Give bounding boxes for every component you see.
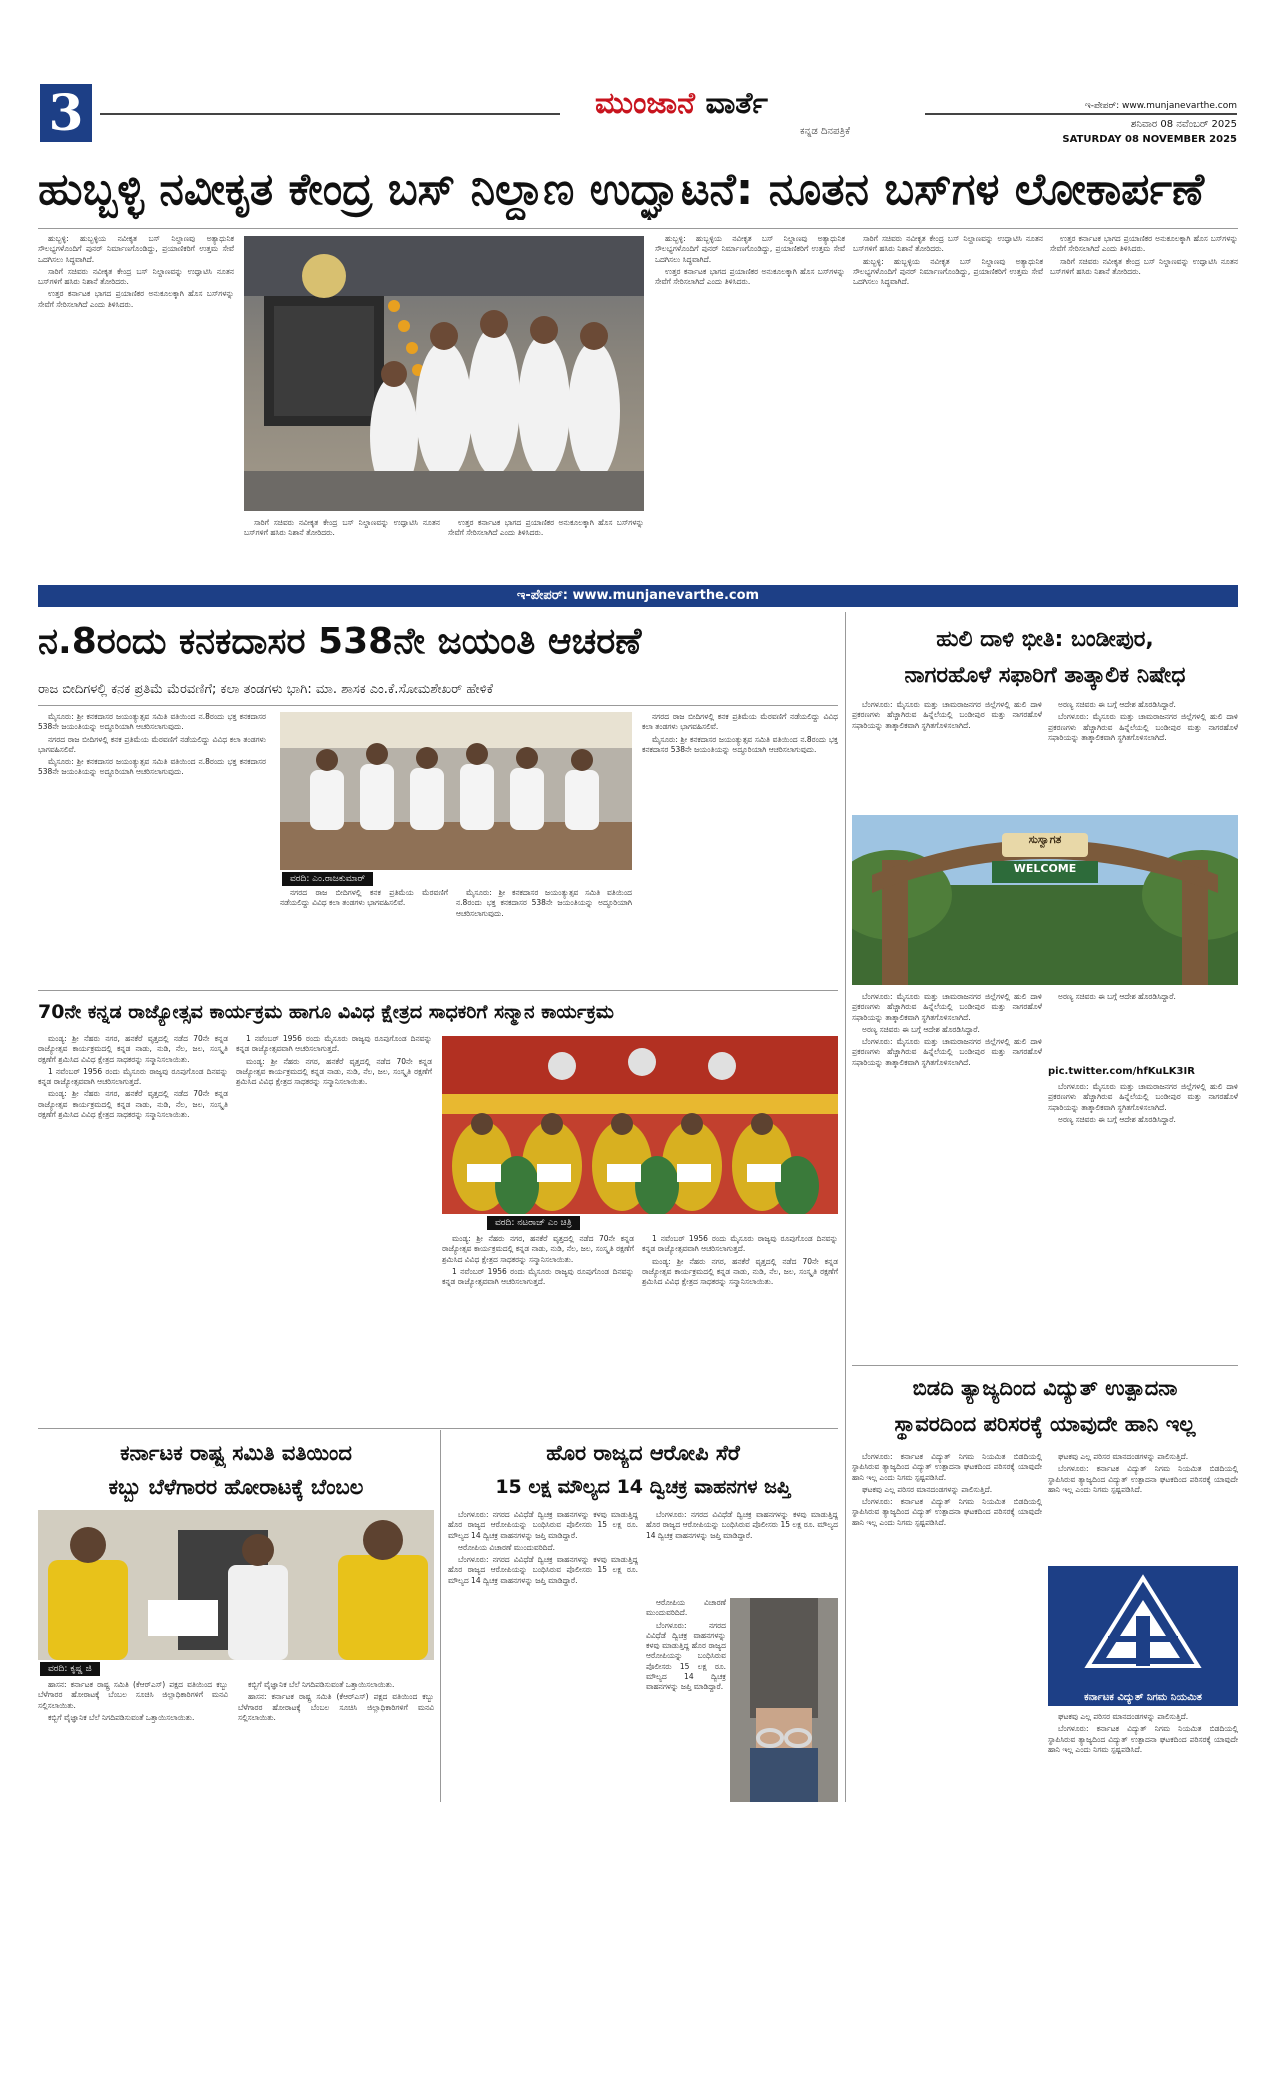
paper-name-black: ವಾರ್ತೆ	[705, 86, 768, 121]
power-headline-line2: ಸ್ಥಾವರದಿಂದ ಪರಿಸರಕ್ಕೆ ಯಾವುದೇ ಹಾನಿ ಇಲ್ಲ	[894, 1412, 1196, 1436]
tiger-para: ಅರಣ್ಯ ಸಚಿವರು ಈ ಬಗ್ಗೆ ಆದೇಶ ಹೊರಡಿಸಿದ್ದಾರೆ.	[1058, 700, 1176, 709]
kanakadasa-para: ಮೈಸೂರು: ಶ್ರೀ ಕನಕದಾಸರ ಜಯಂತ್ಯುತ್ಸವ ಸಮಿತಿ ವತಿಯಿಂದ ನ.8ರಂದು ಭಕ್ತ ಕನಕದಾಸರ 538ನೇ ಜಯಂತಿಯನ್ನು ಅದ್ಧೂರಿಯಾಗಿ ಆಚರಿಸಲಾಗುವುದು.	[38, 712, 266, 732]
power-para: ಘಟಕವು ಎಲ್ಲ ಪರಿಸರ ಮಾನದಂಡಗಳನ್ನು ಪಾಲಿಸುತ್ತಿದೆ.	[1058, 1712, 1189, 1721]
rajyotsava-para: ಮಂಡ್ಯ: ಶ್ರೀ ನೆಹರು ನಗರ, ಹನಕೆರೆ ವೃತ್ತದಲ್ಲಿ ನಡೆದ 70ನೇ ಕನ್ನಡ ರಾಜ್ಯೋತ್ಸವ ಕಾರ್ಯಕ್ರಮದಲ್ಲಿ ಕನ್ನಡ ನಾಡು, ನುಡಿ, ನೆಲ, ಜಲ, ಸಂಸ್ಕೃತಿ ರಕ್ಷಣೆಗೆ ಶ್ರಮಿಸಿದ ವಿವಿಧ ಕ್ಷೇತ್ರದ ಸಾಧಕರನ್ನು ಸನ್ಮಾನಿಸಲಾಯಿತು.	[642, 1256, 838, 1287]
rajyotsava-para: 1 ನವೆಂಬರ್ 1956 ರಂದು ಮೈಸೂರು ರಾಜ್ಯವು ರೂಪುಗೊಂಡ ದಿನವನ್ನು ಕನ್ನಡ ರಾಜ್ಯೋತ್ಸವವಾಗಿ ಆಚರಿಸಲಾಗುತ್ತದೆ.	[442, 1266, 634, 1287]
sugarcane-column-1	[38, 1680, 228, 1802]
masthead-edition: ಇ-ಪೇಪರ್: www.munjanevarthe.com	[1084, 101, 1237, 111]
kanakadasa-para: ಮೈಸೂರು: ಶ್ರೀ ಕನಕದಾಸರ ಜಯಂತ್ಯುತ್ಸವ ಸಮಿತಿ ವತಿಯಿಂದ ನ.8ರಂದು ಭಕ್ತ ಕನಕದಾಸರ 538ನೇ ಜಯಂತಿಯನ್ನು ಅದ್ಧೂರಿಯಾಗಿ ಆಚರಿಸಲಾಗುವುದು.	[456, 888, 632, 918]
power-para: ಬೆಂಗಳೂರು: ಕರ್ನಾಟಕ ವಿದ್ಯುತ್ ನಿಗಮ ನಿಯಮಿತ ಬಿಡದಿಯಲ್ಲಿ ಸ್ಥಾಪಿಸಿರುವ ತ್ಯಾಜ್ಯದಿಂದ ವಿದ್ಯುತ್ ಉತ್ಪಾದನಾ ಘಟಕದಿಂದ ಪರಿಸರಕ್ಕೆ ಯಾವುದೇ ಹಾನಿ ಇಲ್ಲ ಎಂದು ನಿಗಮ ಸ್ಪಷ್ಟಪಡಿಸಿದೆ.	[852, 1452, 1042, 1482]
bus-stand-para: ಸಾರಿಗೆ ಸಚಿವರು ನವೀಕೃತ ಕೇಂದ್ರ ಬಸ್ ನಿಲ್ದಾಣವನ್ನು ಉದ್ಘಾಟಿಸಿ ನೂತನ ಬಸ್‌ಗಳಿಗೆ ಹಸಿರು ನಿಶಾನೆ ತೋರಿದರು.	[853, 234, 1043, 254]
bus-stand-para: ಸಾರಿಗೆ ಸಚಿವರು ನವೀಕೃತ ಕೇಂದ್ರ ಬಸ್ ನಿಲ್ದಾಣವನ್ನು ಉದ್ಘಾಟಿಸಿ ನೂತನ ಬಸ್‌ಗಳಿಗೆ ಹಸಿರು ನಿಶಾನೆ ತೋರಿದರು.	[244, 518, 440, 538]
kanakadasa-column-2	[280, 888, 448, 983]
bus-stand-para: ಉತ್ತರ ಕರ್ನಾಟಕ ಭಾಗದ ಪ್ರಯಾಣಿಕರ ಅನುಕೂಲಕ್ಕಾಗಿ ಹೊಸ ಬಸ್‌ಗಳನ್ನು ಸೇವೆಗೆ ಸೇರಿಸಲಾಗಿದೆ ಎಂದು ತಿಳಿಸಿದರು.	[655, 266, 845, 287]
rajyotsava-column-4	[642, 1234, 838, 1419]
power-headline-line1: ಬಿಡದಿ ತ್ಯಾಜ್ಯದಿಂದ ವಿದ್ಯುತ್ ಉತ್ಪಾದನಾ	[912, 1376, 1178, 1400]
sugarcane-para: ಕಬ್ಬಿಗೆ ವೈಜ್ಞಾನಿಕ ಬೆಲೆ ನಿಗದಿಪಡಿಸುವಂತೆ ಒತ್ತಾಯಿಸಲಾಯಿತು.	[248, 1680, 395, 1689]
kanakadasa-para: ಮೈಸೂರು: ಶ್ರೀ ಕನಕದಾಸರ ಜಯಂತ್ಯುತ್ಸವ ಸಮಿತಿ ವತಿಯಿಂದ ನ.8ರಂದು ಭಕ್ತ ಕನಕದಾಸರ 538ನೇ ಜಯಂತಿಯನ್ನು ಅದ್ಧೂರಿಯಾಗಿ ಆಚರಿಸಲಾಗುವುದು.	[642, 734, 838, 754]
power-para: ಘಟಕವು ಎಲ್ಲ ಪರಿಸರ ಮಾನದಂಡಗಳನ್ನು ಪಾಲಿಸುತ್ತಿದೆ.	[862, 1484, 993, 1494]
kanakadasa-caption: ವರದಿ: ಎಂ.ರಾಜಕುಮಾರ್	[282, 872, 373, 886]
rajyotsava-column-3	[442, 1234, 634, 1419]
power-column-3	[1048, 1712, 1238, 1812]
vehicles-para: ಬೆಂಗಳೂರು: ನಗರದ ವಿವಿಧೆಡೆ ದ್ವಿಚಕ್ರ ವಾಹನಗಳನ್ನು ಕಳವು ಮಾಡುತ್ತಿದ್ದ ಹೊರ ರಾಜ್ಯದ ಆರೋಪಿಯನ್ನು ಬಂಧಿಸಿರುವ ಪೊಲೀಸರು 15 ಲಕ್ಷ ರೂ. ಮೌಲ್ಯದ 14 ದ್ವಿಚಕ್ರ ವಾಹನಗಳನ್ನು ಜಪ್ತಿ ಮಾಡಿದ್ದಾರೆ.	[448, 1555, 638, 1585]
bus-stand-column-6	[1050, 234, 1238, 579]
bus-stand-para: ಹುಬ್ಬಳ್ಳಿ: ಹುಬ್ಬಳ್ಳಿಯ ನವೀಕೃತ ಬಸ್ ನಿಲ್ದಾಣವು ಅತ್ಯಾಧುನಿಕ ಸೌಲಭ್ಯಗಳೊಂದಿಗೆ ಪುನರ್ ನಿರ್ಮಾಣಗೊಂಡಿದ್ದು, ಪ್ರಯಾಣಿಕರಿಗೆ ಉತ್ತಮ ಸೇವೆ ಒದಗಿಸಲು ಸಿದ್ಧವಾಗಿದೆ.	[853, 256, 1043, 287]
epaper-banner: ಇ-ಪೇಪರ್: www.munjanevarthe.com	[38, 585, 1238, 607]
tiger-para: ಬೆಂಗಳೂರು: ಮೈಸೂರು ಮತ್ತು ಚಾಮರಾಜನಗರ ಜಿಲ್ಲೆಗಳಲ್ಲಿ ಹುಲಿ ದಾಳಿ ಪ್ರಕರಣಗಳು ಹೆಚ್ಚಾಗಿರುವ ಹಿನ್ನೆಲೆಯಲ್ಲಿ ಬಂಡೀಪುರ ಮತ್ತು ನಾಗರಹೊಳೆ ಸಫಾರಿಯನ್ನು ತಾತ್ಕಾಲಿಕವಾಗಿ ಸ್ಥಗಿತಗೊಳಿಸಲಾಗಿದೆ.	[852, 1037, 1042, 1067]
vehicles-column-2	[646, 1510, 838, 1594]
kanakadasa-para: ನಗರದ ರಾಜ ಬೀದಿಗಳಲ್ಲಿ ಕನಕ ಪ್ರತಿಮೆಯ ಮೆರವಣಿಗೆ ನಡೆಯಲಿದ್ದು ವಿವಿಧ ಕಲಾ ತಂಡಗಳು ಭಾಗವಹಿಸಲಿವೆ.	[280, 888, 448, 908]
bus-stand-para: ಹುಬ್ಬಳ್ಳಿ: ಹುಬ್ಬಳ್ಳಿಯ ನವೀಕೃತ ಬಸ್ ನಿಲ್ದಾಣವು ಅತ್ಯಾಧುನಿಕ ಸೌಲಭ್ಯಗಳೊಂದಿಗೆ ಪುನರ್ ನಿರ್ಮಾಣಗೊಂಡಿದ್ದು, ಪ್ರಯಾಣಿಕರಿಗೆ ಉತ್ತಮ ಸೇವೆ ಒದಗಿಸಲು ಸಿದ್ಧವಾಗಿದೆ.	[38, 234, 234, 264]
kanakadasa-photo-art	[280, 712, 632, 870]
tiger-link[interactable]: pic.twitter.com/hfKuLK3IR	[1048, 1066, 1195, 1077]
vehicles-para: ಬೆಂಗಳೂರು: ನಗರದ ವಿವಿಧೆಡೆ ದ್ವಿಚಕ್ರ ವಾಹನಗಳನ್ನು ಕಳವು ಮಾಡುತ್ತಿದ್ದ ಹೊರ ರಾಜ್ಯದ ಆರೋಪಿಯನ್ನು ಬಂಧಿಸಿರುವ ಪೊಲೀಸರು 15 ಲಕ್ಷ ರೂ. ಮೌಲ್ಯದ 14 ದ್ವಿಚಕ್ರ ವಾಹನಗಳನ್ನು ಜಪ್ತಿ ಮಾಡಿದ್ದಾರೆ.	[646, 1620, 726, 1692]
tiger-column-3	[852, 992, 1042, 1357]
page-number-box: 3	[40, 84, 92, 142]
rule	[852, 1365, 1238, 1366]
column-divider	[440, 1430, 441, 1802]
kanakadasa-para: ಮೈಸೂರು: ಶ್ರೀ ಕನಕದಾಸರ ಜಯಂತ್ಯುತ್ಸವ ಸಮಿತಿ ವತಿಯಿಂದ ನ.8ರಂದು ಭಕ್ತ ಕನಕದಾಸರ 538ನೇ ಜಯಂತಿಯನ್ನು ಅದ್ಧೂರಿಯಾಗಿ ಆಚರಿಸಲಾಗುವುದು.	[38, 757, 266, 777]
masthead-date-kannada: ಶನಿವಾರ 08 ನವೆಂಬರ್ 2025	[1130, 119, 1237, 130]
bus-stand-column-2	[244, 518, 440, 580]
tiger-para: ಬೆಂಗಳೂರು: ಮೈಸೂರು ಮತ್ತು ಚಾಮರಾಜನಗರ ಜಿಲ್ಲೆಗಳಲ್ಲಿ ಹುಲಿ ದಾಳಿ ಪ್ರಕರಣಗಳು ಹೆಚ್ಚಾಗಿರುವ ಹಿನ್ನೆಲೆಯಲ್ಲಿ ಬಂಡೀಪುರ ಮತ್ತು ನಾಗರಹೊಳೆ ಸಫಾರಿಯನ್ನು ತಾತ್ಕಾಲಿಕವಾಗಿ ಸ್ಥಗಿತಗೊಳಿಸಲಾಗಿದೆ.	[852, 700, 1042, 730]
kanakadasa-column-3	[456, 888, 632, 983]
rule	[38, 228, 1238, 229]
bus-stand-para: ಸಾರಿಗೆ ಸಚಿವರು ನವೀಕೃತ ಕೇಂದ್ರ ಬಸ್ ನಿಲ್ದಾಣವನ್ನು ಉದ್ಘಾಟಿಸಿ ನೂತನ ಬಸ್‌ಗಳಿಗೆ ಹಸಿರು ನಿಶಾನೆ ತೋರಿದರು.	[1050, 256, 1238, 276]
tiger-para: ಅರಣ್ಯ ಸಚಿವರು ಈ ಬಗ್ಗೆ ಆದೇಶ ಹೊರಡಿಸಿದ್ದಾರೆ.	[1058, 1114, 1176, 1124]
vehicles-column-3	[646, 1598, 726, 1802]
vehicles-photo	[730, 1598, 838, 1802]
paper-name-red: ಮುಂಜಾನೆ	[595, 86, 695, 121]
handcuffs-photo-art	[730, 1598, 838, 1802]
sugarcane-caption: ವರದಿ: ಕೃಷ್ಣ ಜಿ	[40, 1662, 100, 1676]
bus-stand-para: ಉತ್ತರ ಕರ್ನಾಟಕ ಭಾಗದ ಪ್ರಯಾಣಿಕರ ಅನುಕೂಲಕ್ಕಾಗಿ ಹೊಸ ಬಸ್‌ಗಳನ್ನು ಸೇವೆಗೆ ಸೇರಿಸಲಾಗಿದೆ ಎಂದು ತಿಳಿಸಿದರು.	[38, 289, 234, 309]
tiger-para: ಬೆಂಗಳೂರು: ಮೈಸೂರು ಮತ್ತು ಚಾಮರಾಜನಗರ ಜಿಲ್ಲೆಗಳಲ್ಲಿ ಹುಲಿ ದಾಳಿ ಪ್ರಕರಣಗಳು ಹೆಚ್ಚಾಗಿರುವ ಹಿನ್ನೆಲೆಯಲ್ಲಿ ಬಂಡೀಪುರ ಮತ್ತು ನಾಗರಹೊಳೆ ಸಫಾರಿಯನ್ನು ತಾತ್ಕಾಲಿಕವಾಗಿ ಸ್ಥಗಿತಗೊಳಿಸಲಾಗಿದೆ.	[852, 992, 1042, 1022]
sugarcane-headline-line2: ಕಬ್ಬು ಬೆಳೆಗಾರರ ಹೋರಾಟಕ್ಕೆ ಬೆಂಬಲ	[108, 1475, 364, 1499]
bus-stand-column-4	[655, 234, 845, 579]
kanakadasa-subhead: ರಾಜ ಬೀದಿಗಳಲ್ಲಿ ಕನಕ ಪ್ರತಿಮೆ ಮೆರವಣಿಗೆ; ಕಲಾ ತಂಡಗಳು ಭಾಗಿ: ಮಾ. ಶಾಸಕ ಎಂ.ಕೆ.ಸೋಮಶೇಖರ್ ಹೇಳಿಕೆ	[38, 682, 494, 697]
masthead-rule-left	[100, 113, 560, 115]
safari-gate-sign: ಸುಸ್ವಾಗತ	[1028, 833, 1062, 846]
kanakadasa-column-1	[38, 712, 266, 982]
rajyotsava-headline: 70ನೇ ಕನ್ನಡ ರಾಜ್ಯೋತ್ಸವ ಕಾರ್ಯಕ್ರಮ ಹಾಗೂ ವಿವಿಧ ಕ್ಷೇತ್ರದ ಸಾಧಕರಿಗೆ ಸನ್ಮಾನ ಕಾರ್ಯಕ್ರಮ	[38, 1001, 615, 1023]
rajyotsava-para: ಮಂಡ್ಯ: ಶ್ರೀ ನೆಹರು ನಗರ, ಹನಕೆರೆ ವೃತ್ತದಲ್ಲಿ ನಡೆದ 70ನೇ ಕನ್ನಡ ರಾಜ್ಯೋತ್ಸವ ಕಾರ್ಯಕ್ರಮದಲ್ಲಿ ಕನ್ನಡ ನಾಡು, ನುಡಿ, ನೆಲ, ಜಲ, ಸಂಸ್ಕೃತಿ ರಕ್ಷಣೆಗೆ ಶ್ರಮಿಸಿದ ವಿವಿಧ ಕ್ಷೇತ್ರದ ಸಾಧಕರನ್ನು ಸನ್ಮಾನಿಸಲಾಯಿತು.	[38, 1089, 228, 1120]
tiger-column-4	[1048, 992, 1238, 1064]
masthead-rule-right	[925, 113, 1237, 115]
bus-stand-headline: ಹುಬ್ಬಳ್ಳಿ ನವೀಕೃತ ಕೇಂದ್ರ ಬಸ್ ನಿಲ್ದಾಣ ಉದ್ಘಾಟನೆ: ನೂತನ ಬಸ್‌ಗಳ ಲೋಕಾರ್ಪಣೆ	[38, 164, 1205, 215]
tiger-para: ಅರಣ್ಯ ಸಚಿವರು ಈ ಬಗ್ಗೆ ಆದೇಶ ಹೊರಡಿಸಿದ್ದಾರೆ.	[1058, 992, 1176, 1001]
sugarcane-para: ಹಾಸನ: ಕರ್ನಾಟಕ ರಾಷ್ಟ್ರ ಸಮಿತಿ (ಕೆಆರ್‌ಎಸ್) ಪಕ್ಷದ ವತಿಯಿಂದ ಕಬ್ಬು ಬೆಳೆಗಾರರ ಹೋರಾಟಕ್ಕೆ ಬೆಂಬಲ ಸೂಚಿಸಿ ಜಿಲ್ಲಾಧಿಕಾರಿಗಳಿಗೆ ಮನವಿ ಸಲ್ಲಿಸಲಾಯಿತು.	[238, 1692, 434, 1722]
kpcl-logo-icon	[1048, 1566, 1238, 1706]
bus-stand-column-1	[38, 234, 234, 579]
kanakadasa-photo	[280, 712, 632, 870]
tiger-para: ಬೆಂಗಳೂರು: ಮೈಸೂರು ಮತ್ತು ಚಾಮರಾಜನಗರ ಜಿಲ್ಲೆಗಳಲ್ಲಿ ಹುಲಿ ದಾಳಿ ಪ್ರಕರಣಗಳು ಹೆಚ್ಚಾಗಿರುವ ಹಿನ್ನೆಲೆಯಲ್ಲಿ ಬಂಡೀಪುರ ಮತ್ತು ನಾಗರಹೊಳೆ ಸಫಾರಿಯನ್ನು ತಾತ್ಕಾಲಿಕವಾಗಿ ಸ್ಥಗಿತಗೊಳಿಸಲಾಗಿದೆ.	[1048, 712, 1238, 742]
tiger-para: ಅರಣ್ಯ ಸಚಿವರು ಈ ಬಗ್ಗೆ ಆದೇಶ ಹೊರಡಿಸಿದ್ದಾರೆ.	[862, 1024, 980, 1034]
bus-stand-column-5	[853, 234, 1043, 579]
tiger-headline-line1: ಹುಲಿ ದಾಳಿ ಭೀತಿ: ಬಂಡೀಪುರ,	[936, 627, 1154, 652]
kanakadasa-para: ನಗರದ ರಾಜ ಬೀದಿಗಳಲ್ಲಿ ಕನಕ ಪ್ರತಿಮೆಯ ಮೆರವಣಿಗೆ ನಡೆಯಲಿದ್ದು ವಿವಿಧ ಕಲಾ ತಂಡಗಳು ಭಾಗವಹಿಸಲಿವೆ.	[642, 712, 838, 732]
rajyotsava-column-1	[38, 1034, 228, 1419]
paper-tagline: ಕನ್ನಡ ದಿನಪತ್ರಿಕೆ	[800, 126, 851, 137]
kanakadasa-headline: ನ.8ರಂದು ಕನಕದಾಸರ 538ನೇ ಜಯಂತಿ ಆಚರಣೆ	[38, 621, 642, 662]
power-para: ಬೆಂಗಳೂರು: ಕರ್ನಾಟಕ ವಿದ್ಯುತ್ ನಿಗಮ ನಿಯಮಿತ ಬಿಡದಿಯಲ್ಲಿ ಸ್ಥಾಪಿಸಿರುವ ತ್ಯಾಜ್ಯದಿಂದ ವಿದ್ಯುತ್ ಉತ್ಪಾದನಾ ಘಟಕದಿಂದ ಪರಿಸರಕ್ಕೆ ಯಾವುದೇ ಹಾನಿ ಇಲ್ಲ ಎಂದು ನಿಗಮ ಸ್ಪಷ್ಟಪಡಿಸಿದೆ.	[1048, 1464, 1238, 1494]
bus-stand-para: ಹುಬ್ಬಳ್ಳಿ: ಹುಬ್ಬಳ್ಳಿಯ ನವೀಕೃತ ಬಸ್ ನಿಲ್ದಾಣವು ಅತ್ಯಾಧುನಿಕ ಸೌಲಭ್ಯಗಳೊಂದಿಗೆ ಪುನರ್ ನಿರ್ಮಾಣಗೊಂಡಿದ್ದು, ಪ್ರಯಾಣಿಕರಿಗೆ ಉತ್ತಮ ಸೇವೆ ಒದಗಿಸಲು ಸಿದ್ಧವಾಗಿದೆ.	[655, 234, 845, 264]
vehicles-para: ಆರೋಪಿಯ ವಿಚಾರಣೆ ಮುಂದುವರಿದಿದೆ.	[646, 1598, 726, 1618]
power-column-1	[852, 1452, 1042, 1812]
tiger-para: ಬೆಂಗಳೂರು: ಮೈಸೂರು ಮತ್ತು ಚಾಮರಾಜನಗರ ಜಿಲ್ಲೆಗಳಲ್ಲಿ ಹುಲಿ ದಾಳಿ ಪ್ರಕರಣಗಳು ಹೆಚ್ಚಾಗಿರುವ ಹಿನ್ನೆಲೆಯಲ್ಲಿ ಬಂಡೀಪುರ ಮತ್ತು ನಾಗರಹೊಳೆ ಸಫಾರಿಯನ್ನು ತಾತ್ಕಾಲಿಕವಾಗಿ ಸ್ಥಗಿತಗೊಳಿಸಲಾಗಿದೆ.	[1048, 1082, 1238, 1112]
power-logo	[1048, 1566, 1238, 1706]
rajyotsava-photo	[442, 1036, 838, 1214]
paper-logo	[595, 86, 768, 126]
bus-stand-column-3	[448, 518, 644, 580]
tiger-column-5	[1048, 1082, 1238, 1357]
vehicles-headline-line1: ಹೊರ ರಾಜ್ಯದ ಆರೋಪಿ ಸೆರೆ	[546, 1441, 740, 1465]
sugarcane-photo-art	[38, 1510, 434, 1660]
vehicles-headline-line2: 15 ಲಕ್ಷ ಮೌಲ್ಯದ 14 ದ್ವಿಚಕ್ರ ವಾಹನಗಳ ಜಪ್ತಿ	[495, 1476, 791, 1498]
vehicles-para: ಬೆಂಗಳೂರು: ನಗರದ ವಿವಿಧೆಡೆ ದ್ವಿಚಕ್ರ ವಾಹನಗಳನ್ನು ಕಳವು ಮಾಡುತ್ತಿದ್ದ ಹೊರ ರಾಜ್ಯದ ಆರೋಪಿಯನ್ನು ಬಂಧಿಸಿರುವ ಪೊಲೀಸರು 15 ಲಕ್ಷ ರೂ. ಮೌಲ್ಯದ 14 ದ್ವಿಚಕ್ರ ವಾಹನಗಳನ್ನು ಜಪ್ತಿ ಮಾಡಿದ್ದಾರೆ.	[448, 1510, 638, 1540]
power-column-2	[1048, 1452, 1238, 1562]
tiger-headline-line2: ನಾಗರಹೊಳೆ ಸಫಾರಿಗೆ ತಾತ್ಕಾಲಿಕ ನಿಷೇಧ	[904, 663, 1186, 688]
rajyotsava-para: ಮಂಡ್ಯ: ಶ್ರೀ ನೆಹರು ನಗರ, ಹನಕೆರೆ ವೃತ್ತದಲ್ಲಿ ನಡೆದ 70ನೇ ಕನ್ನಡ ರಾಜ್ಯೋತ್ಸವ ಕಾರ್ಯಕ್ರಮದಲ್ಲಿ ಕನ್ನಡ ನಾಡು, ನುಡಿ, ನೆಲ, ಜಲ, ಸಂಸ್ಕೃತಿ ರಕ್ಷಣೆಗೆ ಶ್ರಮಿಸಿದ ವಿವಿಧ ಕ್ಷೇತ್ರದ ಸಾಧಕರನ್ನು ಸನ್ಮಾನಿಸಲಾಯಿತು.	[236, 1056, 432, 1087]
power-para: ಘಟಕವು ಎಲ್ಲ ಪರಿಸರ ಮಾನದಂಡಗಳನ್ನು ಪಾಲಿಸುತ್ತಿದೆ.	[1058, 1452, 1189, 1461]
bus-stand-para: ಸಾರಿಗೆ ಸಚಿವರು ನವೀಕೃತ ಕೇಂದ್ರ ಬಸ್ ನಿಲ್ದಾಣವನ್ನು ಉದ್ಘಾಟಿಸಿ ನೂತನ ಬಸ್‌ಗಳಿಗೆ ಹಸಿರು ನಿಶಾನೆ ತೋರಿದರು.	[38, 266, 234, 287]
vehicles-para: ಆರೋಪಿಯ ವಿಚಾರಣೆ ಮುಂದುವರಿದಿದೆ.	[458, 1542, 556, 1552]
sugarcane-headline-line1: ಕರ್ನಾಟಕ ರಾಷ್ಟ್ರ ಸಮಿತಿ ವತಿಯಿಂದ	[120, 1441, 352, 1465]
safari-gate-welcome: WELCOME	[1013, 862, 1077, 875]
rajyotsava-caption: ವರದಿ: ನಟರಾಜ್ ಎಂ ಚಿತ್ರಿ	[487, 1216, 580, 1230]
bus-stand-para: ಉತ್ತರ ಕರ್ನಾಟಕ ಭಾಗದ ಪ್ರಯಾಣಿಕರ ಅನುಕೂಲಕ್ಕಾಗಿ ಹೊಸ ಬಸ್‌ಗಳನ್ನು ಸೇವೆಗೆ ಸೇರಿಸಲಾಗಿದೆ ಎಂದು ತಿಳಿಸಿದರು.	[1050, 234, 1238, 254]
rule	[38, 990, 838, 991]
sugarcane-column-2	[238, 1680, 434, 1802]
sugarcane-para: ಕಬ್ಬಿಗೆ ವೈಜ್ಞಾನಿಕ ಬೆಲೆ ನಿಗದಿಪಡಿಸುವಂತೆ ಒತ್ತಾಯಿಸಲಾಯಿತು.	[48, 1712, 195, 1722]
sugarcane-para: ಹಾಸನ: ಕರ್ನಾಟಕ ರಾಷ್ಟ್ರ ಸಮಿತಿ (ಕೆಆರ್‌ಎಸ್) ಪಕ್ಷದ ವತಿಯಿಂದ ಕಬ್ಬು ಬೆಳೆಗಾರರ ಹೋರಾಟಕ್ಕೆ ಬೆಂಬಲ ಸೂಚಿಸಿ ಜಿಲ್ಲಾಧಿಕಾರಿಗಳಿಗೆ ಮನವಿ ಸಲ್ಲಿಸಲಾಯಿತು.	[38, 1680, 228, 1710]
sugarcane-photo	[38, 1510, 434, 1660]
vehicles-column-1	[448, 1510, 638, 1802]
kanakadasa-para: ನಗರದ ರಾಜ ಬೀದಿಗಳಲ್ಲಿ ಕನಕ ಪ್ರತಿಮೆಯ ಮೆರವಣಿಗೆ ನಡೆಯಲಿದ್ದು ವಿವಿಧ ಕಲಾ ತಂಡಗಳು ಭಾಗವಹಿಸಲಿವೆ.	[38, 734, 266, 754]
rajyotsava-para: ಮಂಡ್ಯ: ಶ್ರೀ ನೆಹರು ನಗರ, ಹನಕೆರೆ ವೃತ್ತದಲ್ಲಿ ನಡೆದ 70ನೇ ಕನ್ನಡ ರಾಜ್ಯೋತ್ಸವ ಕಾರ್ಯಕ್ರಮದಲ್ಲಿ ಕನ್ನಡ ನಾಡು, ನುಡಿ, ನೆಲ, ಜಲ, ಸಂಸ್ಕೃತಿ ರಕ್ಷಣೆಗೆ ಶ್ರಮಿಸಿದ ವಿವಿಧ ಕ್ಷೇತ್ರದ ಸಾಧಕರನ್ನು ಸನ್ಮಾನಿಸಲಾಯಿತು.	[442, 1234, 634, 1264]
bus-stand-photo-art	[244, 236, 644, 511]
rajyotsava-para: 1 ನವೆಂಬರ್ 1956 ರಂದು ಮೈಸೂರು ರಾಜ್ಯವು ರೂಪುಗೊಂಡ ದಿನವನ್ನು ಕನ್ನಡ ರಾಜ್ಯೋತ್ಸವವಾಗಿ ಆಚರಿಸಲಾಗುತ್ತದೆ.	[236, 1034, 432, 1054]
tiger-column-2	[1048, 700, 1238, 810]
column-divider	[845, 612, 846, 1802]
kanakadasa-column-4	[642, 712, 838, 982]
rajyotsava-para: ಮಂಡ್ಯ: ಶ್ರೀ ನೆಹರು ನಗರ, ಹನಕೆರೆ ವೃತ್ತದಲ್ಲಿ ನಡೆದ 70ನೇ ಕನ್ನಡ ರಾಜ್ಯೋತ್ಸವ ಕಾರ್ಯಕ್ರಮದಲ್ಲಿ ಕನ್ನಡ ನಾಡು, ನುಡಿ, ನೆಲ, ಜಲ, ಸಂಸ್ಕೃತಿ ರಕ್ಷಣೆಗೆ ಶ್ರಮಿಸಿದ ವಿವಿಧ ಕ್ಷೇತ್ರದ ಸಾಧಕರನ್ನು ಸನ್ಮಾನಿಸಲಾಯಿತು.	[38, 1034, 228, 1064]
rajyotsava-para: 1 ನವೆಂಬರ್ 1956 ರಂದು ಮೈಸೂರು ರಾಜ್ಯವು ರೂಪುಗೊಂಡ ದಿನವನ್ನು ಕನ್ನಡ ರಾಜ್ಯೋತ್ಸವವಾಗಿ ಆಚರಿಸಲಾಗುತ್ತದೆ.	[642, 1234, 838, 1254]
power-para: ಬೆಂಗಳೂರು: ಕರ್ನಾಟಕ ವಿದ್ಯುತ್ ನಿಗಮ ನಿಯಮಿತ ಬಿಡದಿಯಲ್ಲಿ ಸ್ಥಾಪಿಸಿರುವ ತ್ಯಾಜ್ಯದಿಂದ ವಿದ್ಯುತ್ ಉತ್ಪಾದನಾ ಘಟಕದಿಂದ ಪರಿಸರಕ್ಕೆ ಯಾವುದೇ ಹಾನಿ ಇಲ್ಲ ಎಂದು ನಿಗಮ ಸ್ಪಷ್ಟಪಡಿಸಿದೆ.	[852, 1497, 1042, 1527]
rule	[38, 705, 838, 706]
power-logo-caption: ಕರ್ನಾಟಕ ವಿದ್ಯುತ್ ನಿಗಮ ನಿಯಮಿತ	[1084, 1692, 1202, 1703]
rajyotsava-photo-art	[442, 1036, 838, 1214]
power-para: ಬೆಂಗಳೂರು: ಕರ್ನಾಟಕ ವಿದ್ಯುತ್ ನಿಗಮ ನಿಯಮಿತ ಬಿಡದಿಯಲ್ಲಿ ಸ್ಥಾಪಿಸಿರುವ ತ್ಯಾಜ್ಯದಿಂದ ವಿದ್ಯುತ್ ಉತ್ಪಾದನಾ ಘಟಕದಿಂದ ಪರಿಸರಕ್ಕೆ ಯಾವುದೇ ಹಾನಿ ಇಲ್ಲ ಎಂದು ನಿಗಮ ಸ್ಪಷ್ಟಪಡಿಸಿದೆ.	[1048, 1724, 1238, 1754]
masthead-date-english: SATURDAY 08 NOVEMBER 2025	[1062, 134, 1237, 145]
rajyotsava-column-2	[236, 1034, 432, 1419]
bus-stand-photo	[244, 236, 644, 511]
bus-stand-para: ಉತ್ತರ ಕರ್ನಾಟಕ ಭಾಗದ ಪ್ರಯಾಣಿಕರ ಅನುಕೂಲಕ್ಕಾಗಿ ಹೊಸ ಬಸ್‌ಗಳನ್ನು ಸೇವೆಗೆ ಸೇರಿಸಲಾಗಿದೆ ಎಂದು ತಿಳಿಸಿದರು.	[448, 518, 644, 538]
tiger-column-1	[852, 700, 1042, 810]
rule	[38, 1428, 838, 1429]
vehicles-para: ಬೆಂಗಳೂರು: ನಗರದ ವಿವಿಧೆಡೆ ದ್ವಿಚಕ್ರ ವಾಹನಗಳನ್ನು ಕಳವು ಮಾಡುತ್ತಿದ್ದ ಹೊರ ರಾಜ್ಯದ ಆರೋಪಿಯನ್ನು ಬಂಧಿಸಿರುವ ಪೊಲೀಸರು 15 ಲಕ್ಷ ರೂ. ಮೌಲ್ಯದ 14 ದ್ವಿಚಕ್ರ ವಾಹನಗಳನ್ನು ಜಪ್ತಿ ಮಾಡಿದ್ದಾರೆ.	[646, 1510, 838, 1540]
rajyotsava-para: 1 ನವೆಂಬರ್ 1956 ರಂದು ಮೈಸೂರು ರಾಜ್ಯವು ರೂಪುಗೊಂಡ ದಿನವನ್ನು ಕನ್ನಡ ರಾಜ್ಯೋತ್ಸವವಾಗಿ ಆಚರಿಸಲಾಗುತ್ತದೆ.	[38, 1066, 228, 1087]
